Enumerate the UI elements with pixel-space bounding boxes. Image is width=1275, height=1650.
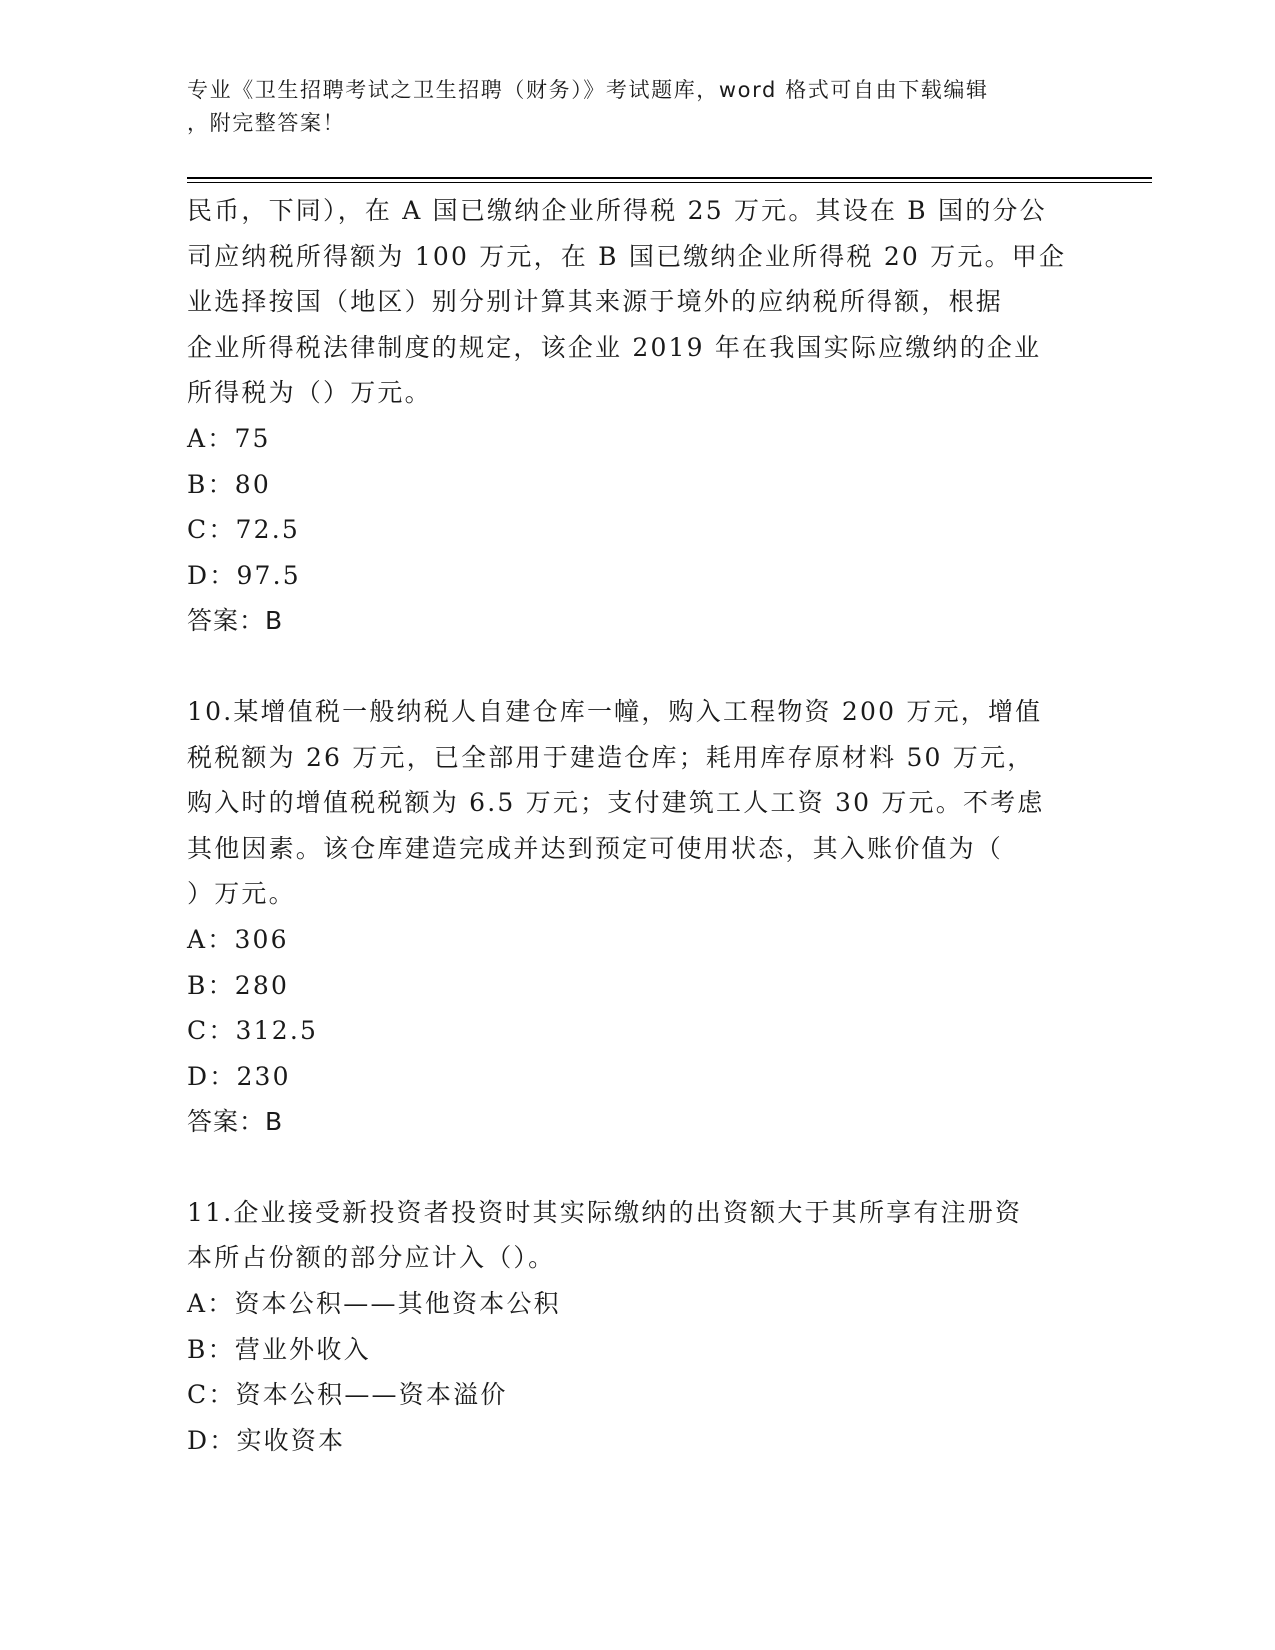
option-d: D：97.5 bbox=[187, 560, 301, 590]
option-c: C：资本公积——资本溢价 bbox=[187, 1380, 508, 1410]
question-stem-line: 11.企业接受新投资者投资时其实际缴纳的出资额大于其所享有注册资 bbox=[187, 1197, 1023, 1227]
header-divider-thin bbox=[187, 182, 1152, 183]
question-stem-line: 购入时的增值税税额为 6.5 万元；支付建筑工人工资 30 万元。不考虑 bbox=[187, 788, 1045, 818]
question-spacer bbox=[187, 1145, 1087, 1190]
option-c: C：312.5 bbox=[187, 1016, 319, 1046]
question-stem-line: 业选择按国（地区）别分别计算其来源于境外的应纳税所得额，根据 bbox=[187, 287, 1004, 317]
question-11 bbox=[187, 1190, 1087, 1464]
question-stem-line: ）万元。 bbox=[187, 879, 296, 909]
option-d: D：实收资本 bbox=[187, 1425, 346, 1455]
header-line-2: ，附完整答案！ bbox=[187, 111, 346, 135]
answer-line: 答案：B bbox=[187, 1107, 284, 1137]
option-a: A：306 bbox=[187, 924, 289, 954]
option-a: A：资本公积——其他资本公积 bbox=[187, 1289, 561, 1319]
question-stem-line: 10.某增值税一般纳税人自建仓库一幢，购入工程物资 200 万元，增值 bbox=[187, 696, 1043, 726]
question-stem-line: 税税额为 26 万元，已全部用于建造仓库；耗用库存原材料 50 万元， bbox=[187, 742, 1035, 772]
option-b: B：80 bbox=[187, 469, 271, 499]
document-body bbox=[187, 188, 1087, 1463]
question-stem-line: 本所占份额的部分应计入（）。 bbox=[187, 1243, 556, 1273]
header-divider-thick bbox=[187, 177, 1152, 179]
option-d: D：230 bbox=[187, 1061, 291, 1091]
option-c: C：72.5 bbox=[187, 515, 300, 545]
question-9 bbox=[187, 188, 1087, 644]
option-b: B：营业外收入 bbox=[187, 1334, 371, 1364]
answer-line: 答案：B bbox=[187, 606, 284, 636]
question-spacer bbox=[187, 644, 1087, 689]
question-stem-line: 其他因素。该仓库建造完成并达到预定可使用状态，其入账价值为（ bbox=[187, 833, 1004, 863]
question-10 bbox=[187, 689, 1087, 1145]
option-a: A：75 bbox=[187, 423, 271, 453]
option-b: B：280 bbox=[187, 970, 290, 1000]
question-stem-line: 民币，下同），在 A 国已缴纳企业所得税 25 万元。其设在 B 国的分公 bbox=[187, 196, 1047, 225]
question-stem-line: 所得税为（）万元。 bbox=[187, 378, 432, 408]
page-header bbox=[187, 74, 1067, 140]
header-line-1: 专业《卫生招聘考试之卫生招聘（财务）》考试题库，word 格式可自由下载编辑 bbox=[187, 78, 989, 102]
question-stem-line: 司应纳税所得额为 100 万元，在 B 国已缴纳企业所得税 20 万元。甲企 bbox=[187, 241, 1067, 271]
question-stem-line: 企业所得税法律制度的规定，该企业 2019 年在我国实际应缴纳的企业 bbox=[187, 332, 1042, 362]
